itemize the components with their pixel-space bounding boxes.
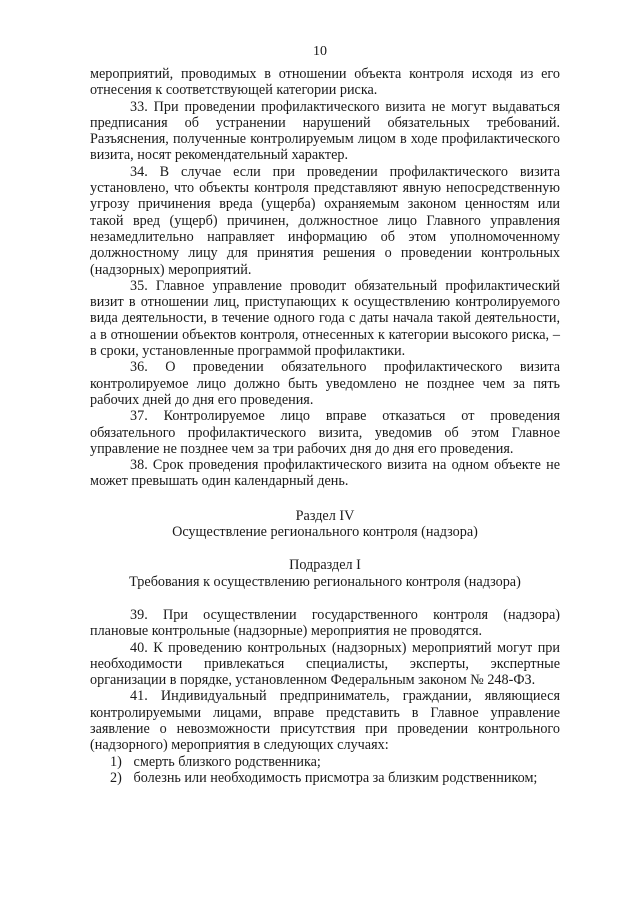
section-title: Осуществление регионального контроля (надзора)	[172, 524, 478, 541]
list-item	[110, 770, 560, 786]
subsection-title: Требования к осуществлению регионального контроля (надзора)	[129, 573, 521, 590]
page-number: 10	[313, 44, 327, 59]
section-label: Раздел IV	[295, 507, 355, 524]
paragraph-33: 33. При проведении профилактического визита не могут выдаваться предписания об устранении нарушений обязательных требований. Разъяснения, полученные контролируемым лицом в ходе профилактического визита, носят рекомендательный характер.	[90, 98, 560, 164]
list-item-text: болезнь или необходимость присмотра за близким родственником;	[133, 769, 538, 786]
paragraph-39: 39. При осуществлении государственного контроля (надзора) плановые контрольные (надзорные) мероприятия не проводятся.	[90, 606, 560, 640]
paragraph-36: 36. О проведении обязательного профилактического визита контролируемое лицо должно быть уведомлено не позднее чем за пять рабочих дней до дня его проведения.	[90, 359, 560, 408]
paragraph-34: 34. В случае если при проведении профилактического визита установлено, что объекты контроля представляют явную непосредственную угрозу причинения вреда (ущерба) охраняемым законом ценностям или такой вред (ущерб) причинен, должностное лицо Главного управления незамедлительно направляет информацию об этом уполномоченному должностному лицу для принятия решения о проведении контрольных (надзорных) мероприятий.	[90, 163, 560, 278]
paragraph-32-end: мероприятий, проводимых в отношении объекта контроля исходя из его отнесения к соответствующей категории риска.	[90, 66, 560, 99]
subsection-label: Подраздел I	[289, 557, 361, 574]
paragraph-41: 41. Индивидуальный предприниматель, граждании, являющиеся контролируемыми лицами, вправе представить в Главное управление заявление о невозможности присутствия при проведении контрольного (надзорного) мероприятия в следующих случаях:	[90, 688, 560, 754]
paragraph-37: 37. Контролируемое лицо вправе отказаться от проведения обязательного профилактического визита, уведомив об этом Главное управление не позднее чем за три рабочих дня до дня его проведения.	[90, 408, 560, 457]
list-item-number: 2)	[110, 769, 122, 786]
paragraph-35: 35. Главное управление проводит обязательный профилактический визит в отношении лиц, приступающих к осуществлению контролируемого вида деятельности, в течение одного года с даты начала такой деятельности, а в отношении объектов контроля, отнесенных к категории высокого риска, – в сроки, установленные программой профилактики.	[90, 277, 560, 360]
document-body	[90, 66, 560, 786]
list-item-number: 1)	[110, 753, 122, 770]
list-item-text: смерть близкого родственника;	[133, 753, 321, 770]
paragraph-40: 40. К проведению контрольных (надзорных) мероприятий могут при необходимости привлекаться специалисты, эксперты, экспертные организации в порядке, установленном Федеральным законом № 248-ФЗ.	[90, 639, 560, 689]
paragraph-38: 38. Срок проведения профилактического визита на одном объекте не может превышать один календарный день.	[90, 457, 560, 490]
list-item	[110, 754, 560, 770]
